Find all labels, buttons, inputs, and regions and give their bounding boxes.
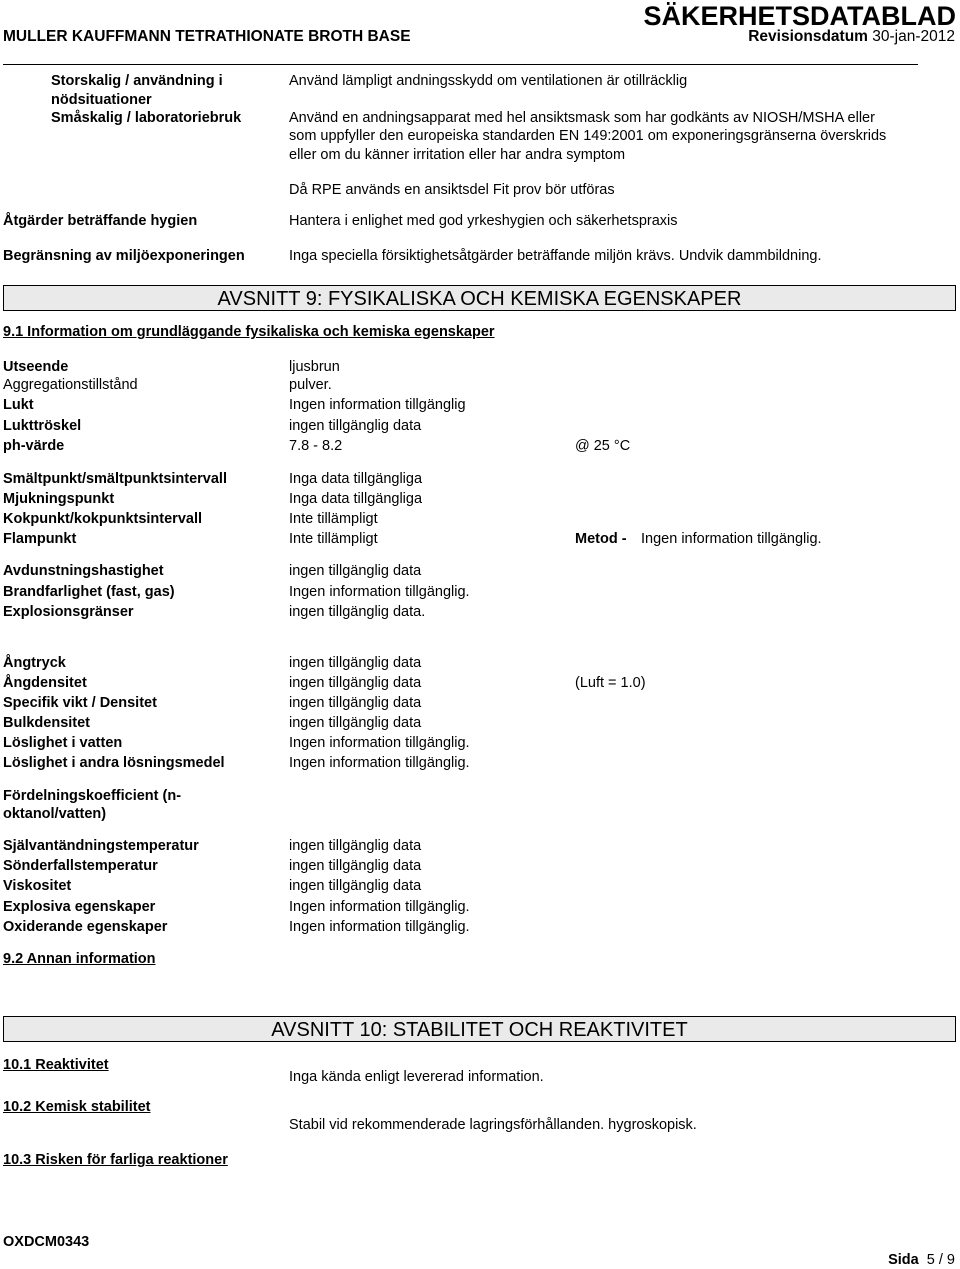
property-label: ph-värde [3,438,65,454]
property-label: Specifik vikt / Densitet [3,695,157,711]
property-label: Smältpunkt/smältpunktsintervall [3,471,227,487]
property-value: ingen tillgänglig data [289,838,422,854]
protection-text-2a: Använd en andningsapparat med hel ansiktsmask som har godkänts av NIOSH/MSHA eller [289,110,875,126]
protection-text-2c: eller om du känner irritation eller har andra symptom [289,147,626,163]
property-label: Oxiderande egenskaper [3,919,168,935]
property-label: Mjukningspunkt [3,491,115,507]
subsection-9-1: 9.1 Information om grundläggande fysikaliska och kemiska egenskaper [3,324,495,340]
property-label: Kokpunkt/kokpunktsintervall [3,511,203,527]
subsection-10-1-value: Inga kända enligt levererad information. [289,1069,544,1085]
property-value: ingen tillgänglig data [289,655,422,671]
property-label: Aggregationstillstånd [3,377,138,393]
property-label: Brandfarlighet (fast, gas) [3,584,175,600]
property-value: Ingen information tillgänglig. [289,584,470,600]
property-label: Ångdensitet [3,675,87,691]
section-10-title: AVSNITT 10: STABILITET OCH REAKTIVITET [271,1019,688,1041]
section-9-header [3,285,956,311]
property-value: Ingen information tillgänglig. [289,735,470,751]
subsection-9-2: 9.2 Annan information [3,951,156,967]
property-condition: @ 25 °C [575,438,631,454]
property-label: Bulkdensitet [3,715,91,731]
property-value: ingen tillgänglig data [289,563,422,579]
property-value: ingen tillgänglig data [289,858,422,874]
property-value: Ingen information tillgänglig [289,397,466,413]
property-condition: (Luft = 1.0) [575,675,646,691]
property-value: Inte tillämpligt [289,531,378,547]
property-value: 7.8 - 8.2 [289,438,343,454]
method-value: Ingen information tillgänglig. [641,531,822,547]
property-label: Utseende [3,359,69,375]
property-label: Lukttröskel [3,418,82,434]
document-title: SÄKERHETSDATABLAD [643,1,956,31]
property-value: ingen tillgänglig data [289,715,422,731]
property-value: ingen tillgänglig data. [289,604,426,620]
hygiene-value: Hantera i enlighet med god yrkeshygien och säkerhetspraxis [289,213,678,229]
page-label: Sida [888,1252,919,1268]
property-value: ingen tillgänglig data [289,418,422,434]
property-value: Inte tillämpligt [289,511,378,527]
property-value: Ingen information tillgänglig. [289,919,470,935]
property-label: Lukt [3,397,34,413]
property-value: ingen tillgänglig data [289,695,422,711]
section-9-title: AVSNITT 9: FYSIKALISKA OCH KEMISKA EGENSKAPER [217,288,742,310]
revision-date [748,28,955,45]
page-total: 9 [946,1252,955,1268]
section-10-header [3,1016,956,1042]
property-label: Fördelningskoefficient (n- [3,788,182,804]
subsection-10-2-value: Stabil vid rekommenderade lagringsförhållanden. hygroskopisk. [289,1117,697,1133]
property-value: Inga data tillgängliga [289,491,423,507]
property-label: Löslighet i andra lösningsmedel [3,755,225,771]
property-value: Ingen information tillgänglig. [289,755,470,771]
property-label: Avdunstningshastighet [3,563,164,579]
subsection-10-2: 10.2 Kemisk stabilitet [3,1099,151,1115]
property-label: Explosiva egenskaper [3,899,156,915]
property-value: Inga data tillgängliga [289,471,423,487]
document-code: OXDCM0343 [3,1234,90,1250]
protection-label-1: Storskalig / användning i [51,73,223,89]
property-label: oktanol/vatten) [3,806,107,822]
protection-text-1: Använd lämpligt andningsskydd om ventilationen är otillräcklig [289,73,688,89]
product-name: MULLER KAUFFMANN TETRATHIONATE BROTH BASE [3,28,411,45]
property-label: Löslighet i vatten [3,735,123,751]
property-value: pulver. [289,377,332,393]
revision-value: 30-jan-2012 [872,28,955,45]
property-label: Explosionsgränser [3,604,134,620]
subsection-10-1: 10.1 Reaktivitet [3,1057,109,1073]
method-label: Metod - [575,531,627,547]
property-value: ingen tillgänglig data [289,878,422,894]
page-number: Sida 5 / 9 [888,1252,955,1268]
revision-label: Revisionsdatum [748,28,868,45]
property-label: Självantändningstemperatur [3,838,199,854]
property-value: ljusbrun [289,359,340,375]
protection-label-2: nödsituationer [51,92,152,108]
page-current: 5 [926,1252,935,1268]
protection-label-3: Småskalig / laboratoriebruk [51,110,242,126]
hygiene-label: Åtgärder beträffande hygien [3,213,198,229]
environment-label: Begränsning av miljöexponeringen [3,248,245,264]
property-label: Sönderfallstemperatur [3,858,158,874]
property-value: Ingen information tillgänglig. [289,899,470,915]
header-rule [3,64,918,65]
environment-value: Inga speciella försiktighetsåtgärder beträffande miljön krävs. Undvik dammbildning. [289,248,822,264]
subsection-10-3: 10.3 Risken för farliga reaktioner [3,1152,228,1168]
protection-text-2b: som uppfyller den europeiska standarden EN 149:2001 om exponeringsgränserna överskrids [289,128,887,144]
property-label: Flampunkt [3,531,77,547]
property-value: ingen tillgänglig data [289,675,422,691]
property-label: Viskositet [3,878,72,894]
protection-text-3: Då RPE används en ansiktsdel Fit prov bör utföras [289,182,615,198]
property-label: Ångtryck [3,655,66,671]
